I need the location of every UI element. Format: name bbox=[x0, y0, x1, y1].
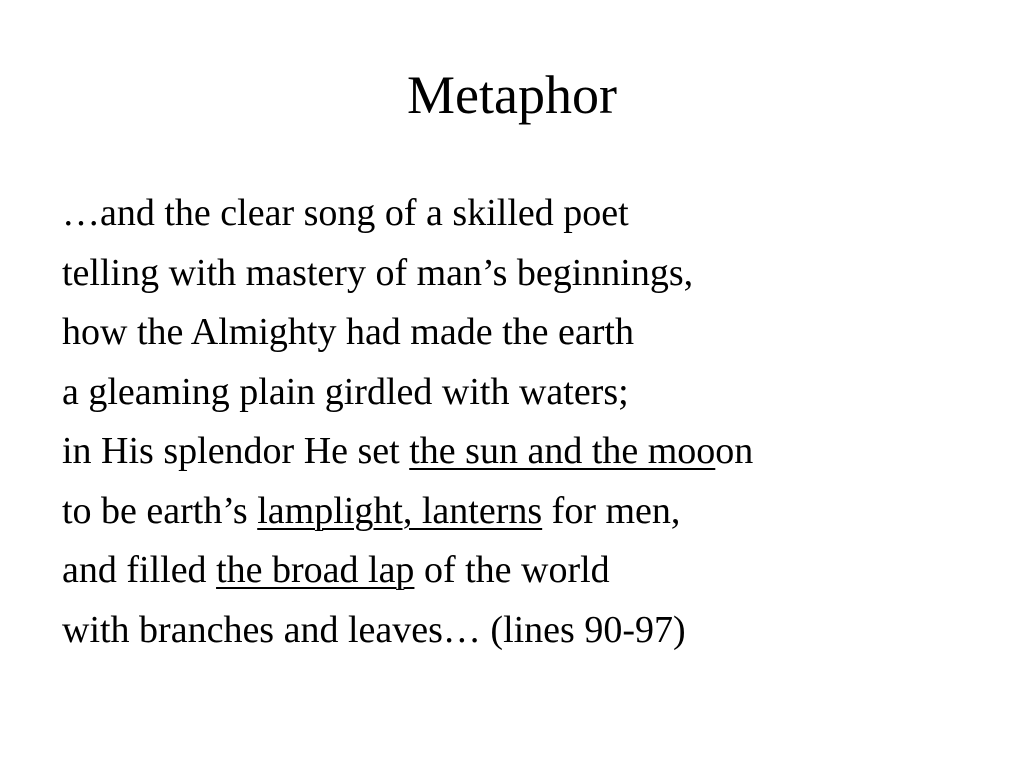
poem-text: and filled bbox=[62, 549, 217, 591]
poem-text: telling with mastery of man’s beginnings, bbox=[62, 251, 694, 294]
poem-line-4 bbox=[62, 363, 1002, 423]
poem-text: …and the clear song of a skilled poet bbox=[62, 192, 629, 234]
poem-line-1 bbox=[62, 184, 1002, 244]
poem-line-6 bbox=[62, 482, 1002, 542]
poem-line-7 bbox=[62, 541, 1002, 601]
poem-line-8 bbox=[62, 601, 1002, 661]
underlined-metaphor: lamplight, lanterns bbox=[257, 489, 543, 532]
poem-text: a gleaming plain girdled with waters; bbox=[62, 370, 629, 413]
poem-text: with branches and leaves… (lines 90-97) bbox=[62, 608, 686, 651]
slide-title: Metaphor bbox=[407, 65, 617, 125]
poem-text: on bbox=[715, 430, 754, 472]
poem-line-2 bbox=[62, 244, 1002, 304]
poem-excerpt bbox=[62, 184, 1002, 660]
poem-line-3 bbox=[62, 303, 1002, 363]
poem-text: in His splendor He set bbox=[62, 430, 410, 472]
poem-text: for men, bbox=[542, 489, 681, 532]
underlined-metaphor: the sun and the moo bbox=[409, 430, 716, 472]
poem-text: of the world bbox=[414, 549, 610, 591]
poem-line-5 bbox=[62, 422, 1002, 482]
poem-text: to be earth’s bbox=[62, 489, 258, 532]
underlined-metaphor: the broad lap bbox=[216, 549, 415, 591]
poem-text: how the Almighty had made the earth bbox=[62, 311, 634, 353]
